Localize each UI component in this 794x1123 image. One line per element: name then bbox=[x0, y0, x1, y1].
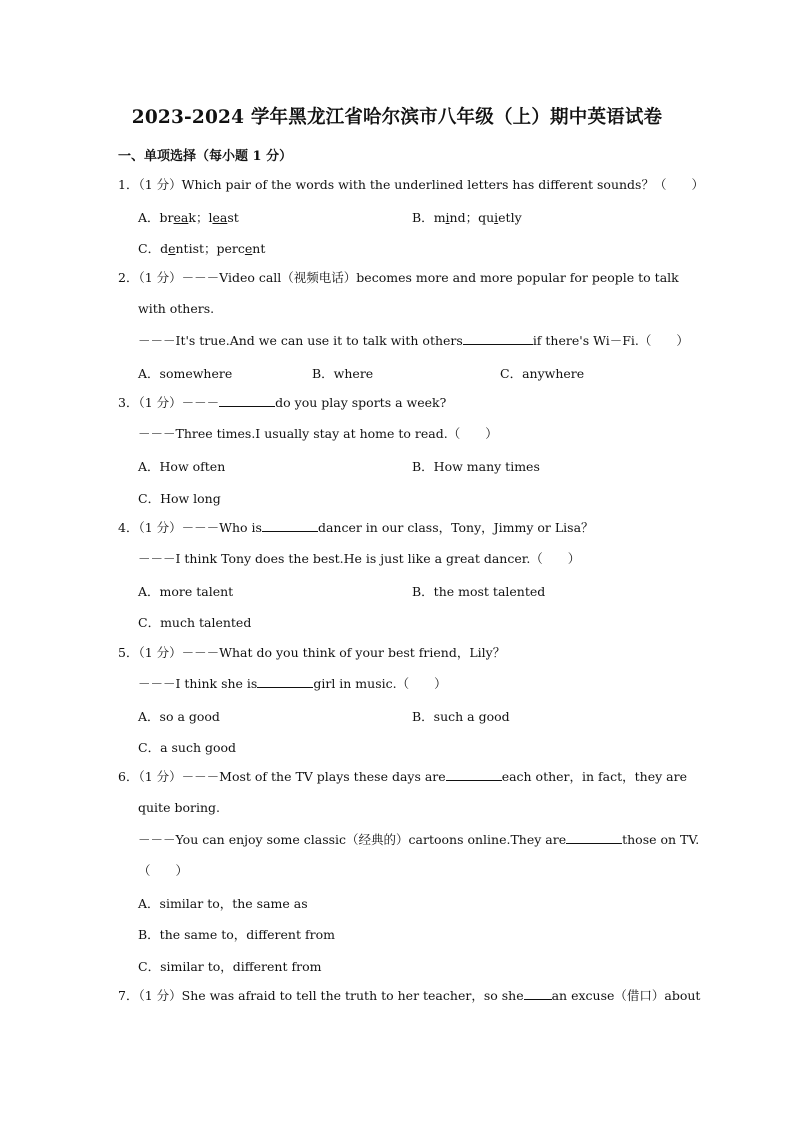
question-4-line2: －－－I think Tony does the best.He is just like a great dancer.（ ） bbox=[138, 551, 581, 566]
question-number: 7．（1 分） bbox=[118, 988, 182, 1003]
question-5-line2: －－－I think she is girl in music.（ ） bbox=[138, 676, 447, 691]
question-number: 1．（1 分） bbox=[118, 177, 182, 192]
question-number: 5．（1 分） bbox=[118, 645, 182, 660]
option-a: A．more talent bbox=[138, 584, 234, 599]
answer-blank bbox=[219, 395, 275, 407]
answer-blank bbox=[446, 769, 502, 781]
question-1 bbox=[118, 177, 704, 193]
question-6: 6．（1 分）－－－Most of the TV plays these days are each other，in fact，they are bbox=[118, 769, 687, 784]
option-a: A．How often bbox=[138, 459, 226, 474]
answer-blank bbox=[257, 676, 313, 688]
option-b: B．where bbox=[312, 366, 374, 381]
option-a: A．so a good bbox=[138, 709, 220, 724]
question-3-line2: －－－Three times.I usually stay at home to read.（ ） bbox=[138, 426, 498, 441]
question-2-line2: with others. bbox=[138, 301, 215, 316]
option-b: B．How many times bbox=[412, 459, 540, 474]
question-6-line4: （ ） bbox=[138, 863, 189, 878]
question-number: 3．（1 分） bbox=[118, 395, 182, 410]
option-b: B．such a good bbox=[412, 709, 510, 724]
option-c: C．similar to，different from bbox=[138, 959, 322, 974]
section-heading: 一、单项选择（每小题 1 分） bbox=[118, 149, 293, 164]
answer-blank bbox=[566, 832, 622, 844]
option-b: B．the same to，different from bbox=[138, 927, 335, 942]
question-2: 2．（1 分）－－－Video call（视频电话）becomes more and more popular for people to talk bbox=[118, 270, 679, 285]
option-a: A．similar to，the same as bbox=[138, 896, 308, 911]
answer-blank bbox=[524, 988, 552, 1000]
option-c: C．a such good bbox=[138, 740, 237, 755]
question-6-line3: －－－You can enjoy some classic（经典的）cartoons online.They are those on TV. bbox=[138, 832, 700, 847]
option-a: A．somewhere bbox=[138, 366, 233, 381]
question-text: Which pair of the words with the underlined letters has different sounds？（ ） bbox=[181, 177, 704, 192]
question-3: 3．（1 分）－－－ do you play sports a week? bbox=[118, 395, 447, 410]
question-number: 4．（1 分） bbox=[118, 520, 182, 535]
option-c: C．How long bbox=[138, 491, 221, 506]
answer-blank bbox=[262, 520, 318, 532]
option-c: C．much talented bbox=[138, 615, 252, 630]
question-7: 7．（1 分）She was afraid to tell the truth to her teacher，so she an excuse（借口）about bbox=[118, 988, 701, 1003]
option-a: A．break；least bbox=[138, 210, 239, 225]
option-b: B．the most talented bbox=[412, 584, 546, 599]
option-c: C．dentist；percent bbox=[138, 241, 266, 256]
option-c: C．anywhere bbox=[500, 366, 585, 381]
question-4: 4．（1 分）－－－Who is dancer in our class，Tony，Jimmy or Lisa？ bbox=[118, 520, 594, 535]
question-2-line3: －－－It's true.And we can use it to talk with others if there's Wi－Fi.（ ） bbox=[138, 333, 689, 348]
answer-blank bbox=[463, 333, 533, 345]
question-6-line2: quite boring. bbox=[138, 800, 220, 815]
question-number: 6．（1 分） bbox=[118, 769, 182, 784]
question-5: 5．（1 分）－－－What do you think of your best friend，Lily？ bbox=[118, 645, 506, 660]
page-title: 2023-2024 学年黑龙江省哈尔滨市八年级（上）期中英语试卷 bbox=[131, 107, 663, 128]
question-number: 2．（1 分） bbox=[118, 270, 182, 285]
option-b: B．mind；quietly bbox=[412, 210, 522, 225]
